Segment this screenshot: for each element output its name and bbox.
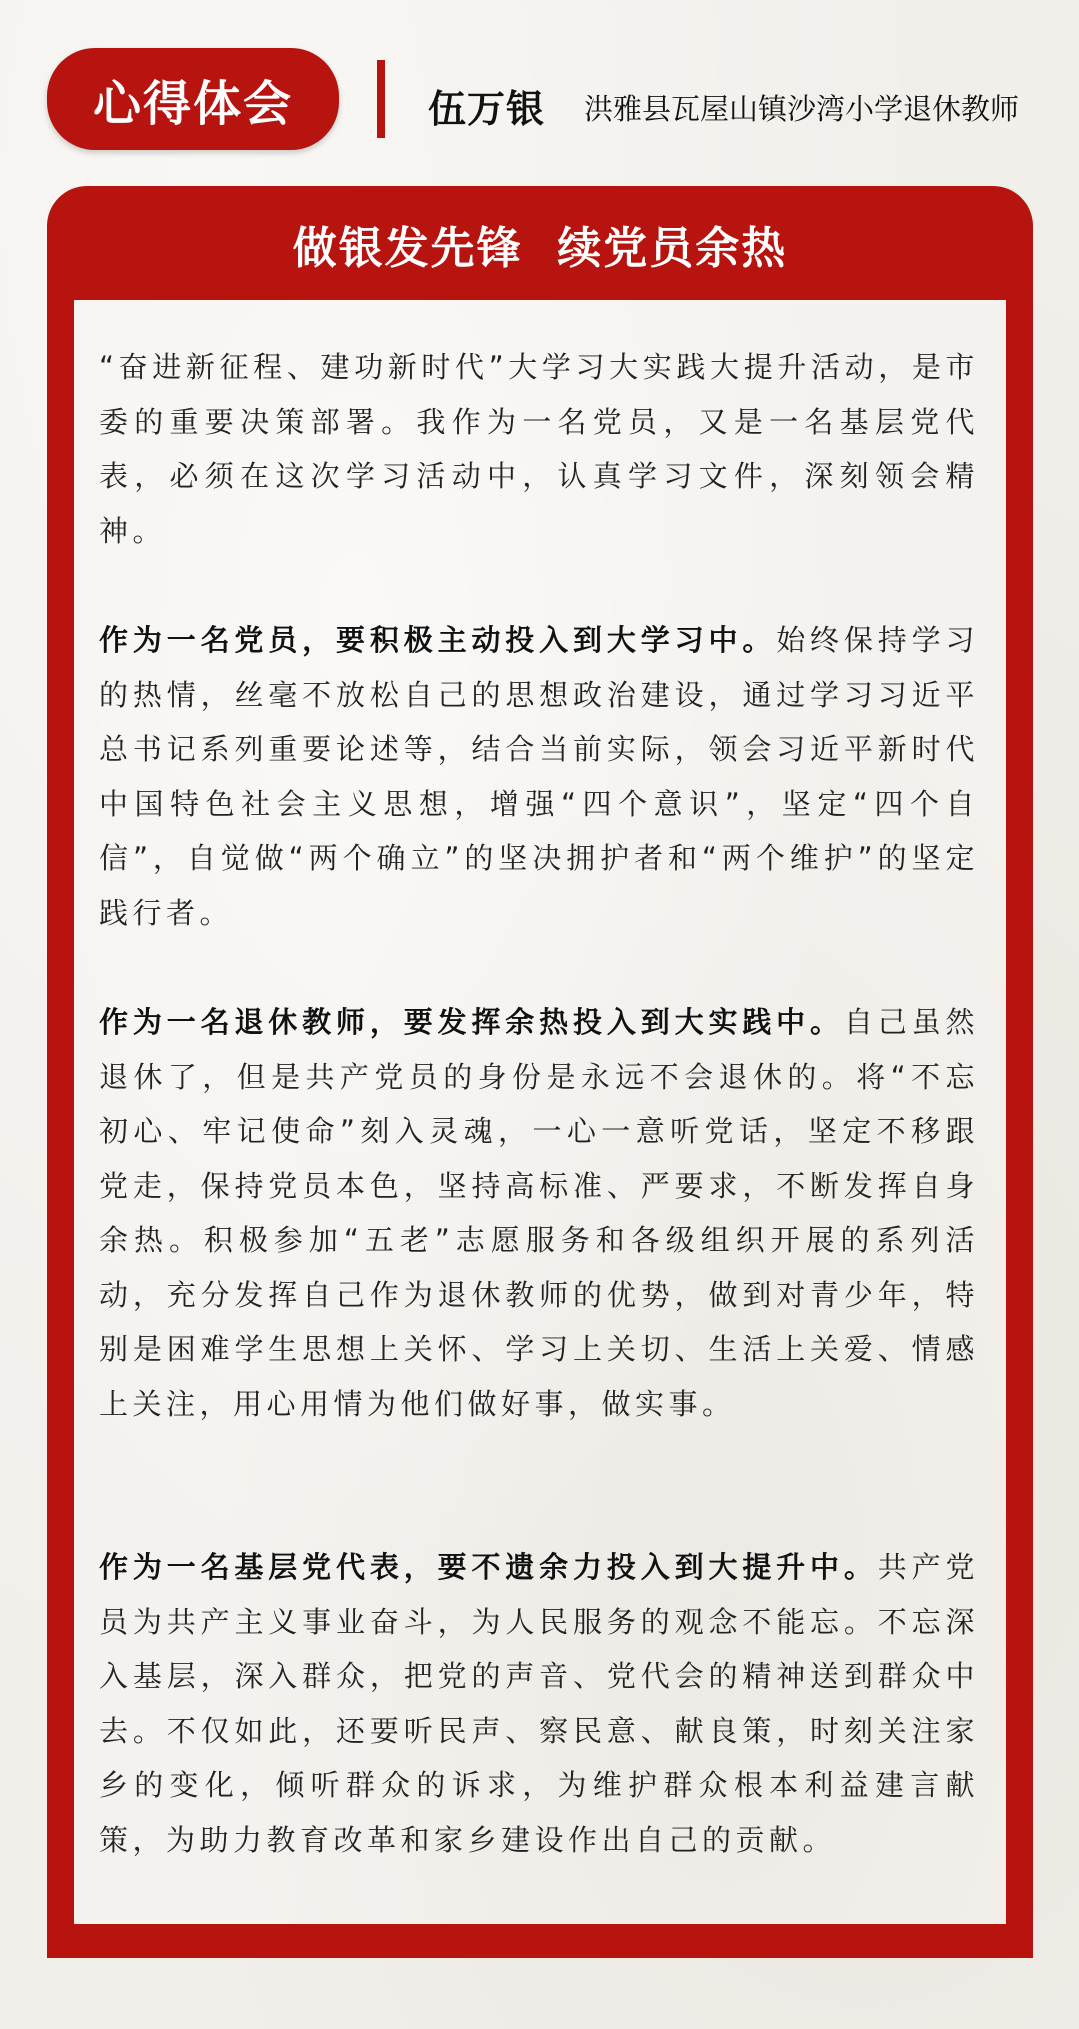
paragraph-text: “奋进新征程、建功新时代”大学习大实践大提升活动，是市委的重要决策部署。我作为一名党员，又是一名基层党代表，必须在这次学习活动中，认真学习文件，深刻领会精神。 bbox=[99, 350, 979, 548]
paragraph-practice bbox=[99, 995, 979, 1431]
header-divider bbox=[377, 60, 385, 138]
article-title: 做银发先锋 续党员余热 bbox=[292, 223, 788, 274]
article-body bbox=[74, 300, 1006, 1924]
paragraph-text: 共产党员为共产主义事业奋斗，为人民服务的观念不能忘。不忘深入基层，深入群众，把党的声音、党代会的精神送到群众中去。不仅如此，还要听民声、察民意、献良策，时刻关注家乡的变化，倾听群众的诉求，为维护群众根本利益建言献策，为助力教育改革和家乡建设作出自己的贡献。 bbox=[99, 1550, 979, 1857]
paragraph-intro bbox=[99, 340, 979, 558]
paragraph-study bbox=[99, 613, 979, 940]
author-affiliation: 洪雅县瓦屋山镇沙湾小学退休教师 bbox=[584, 92, 1020, 126]
article-header bbox=[0, 0, 1079, 180]
section-tag-label: 心得体会 bbox=[92, 75, 293, 132]
paragraph-lead: 作为一名基层党代表，要不遗余力投入到大提升中。 bbox=[99, 1550, 878, 1584]
paragraph-text: 始终保持学习的热情，丝毫不放松自己的思想政治建设，通过学习习近平总书记系列重要论述等，结合当前实际，领会习近平新时代中国特色社会主义思想，增强“四个意识”，坚定“四个自信”，自觉做“两个确立”的坚决拥护者和“两个维护”的坚定践行者。 bbox=[99, 623, 979, 930]
section-tag bbox=[47, 48, 339, 150]
paragraph-text: 自己虽然退休了，但是共产党员的身份是永远不会退休的。将“不忘初心、牢记使命”刻入灵魂，一心一意听党话，坚定不移跟党走，保持党员本色，坚持高标准、严要求，不断发挥自身余热。积极参加“五老”志愿服务和各级组织开展的系列活动，充分发挥自己作为退休教师的优势，做到对青少年，特别是困难学生思想上关怀、学习上关切、生活上关爱、情感上关注，用心用情为他们做好事，做实事。 bbox=[99, 1005, 979, 1421]
paragraph-improve bbox=[99, 1540, 979, 1867]
paragraph-lead: 作为一名党员，要积极主动投入到大学习中。 bbox=[99, 623, 777, 657]
article-frame bbox=[47, 186, 1033, 1958]
paragraph-lead: 作为一名退休教师，要发挥余热投入到大实践中。 bbox=[99, 1005, 844, 1039]
author-name: 伍万银 bbox=[428, 87, 546, 131]
